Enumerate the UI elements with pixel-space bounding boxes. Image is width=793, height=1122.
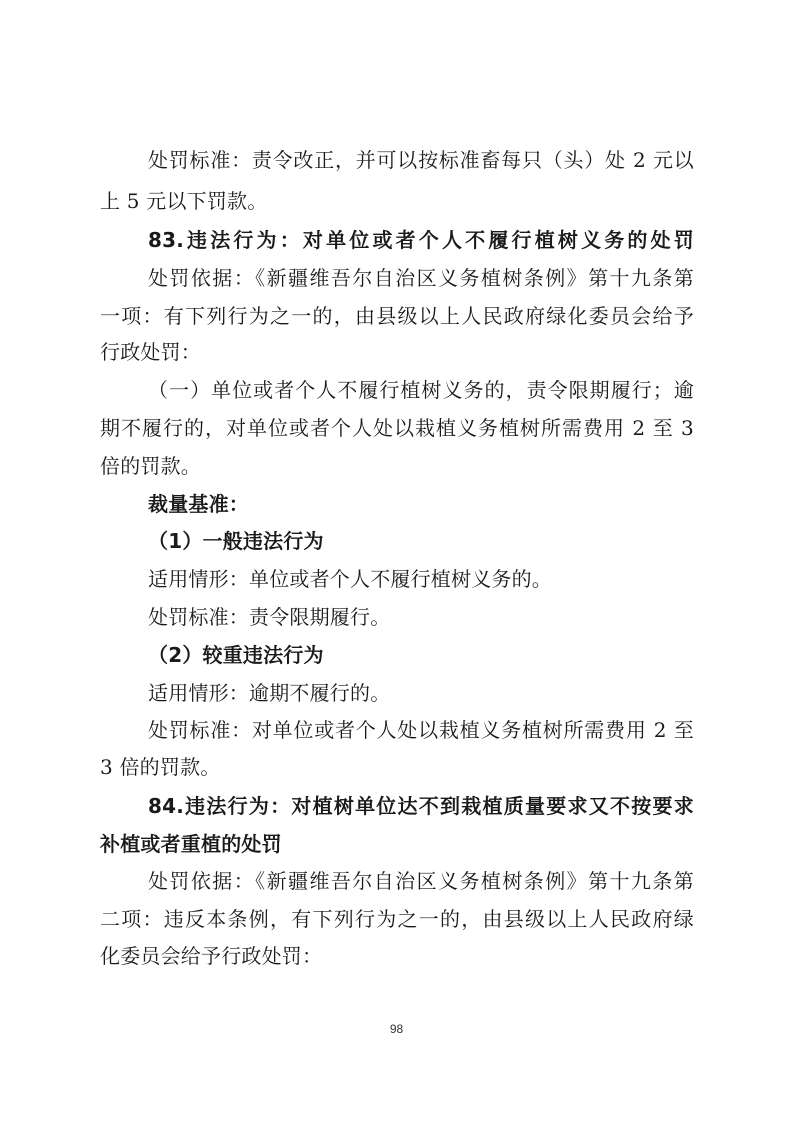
page-number: 98	[389, 1022, 404, 1036]
subheading-discretion: 裁量基准：	[148, 492, 249, 516]
text-line: 3 倍的罚款。	[100, 755, 221, 779]
text-line: 处罚标准：责令限期履行。	[148, 605, 391, 629]
subheading-general: （1）一般违法行为	[148, 529, 324, 553]
text-line: 期不履行的，对单位或者个人处以栽植义务植树所需费用 2 至 3	[100, 416, 694, 440]
section-heading-84-cont: 补植或者重植的处罚	[100, 832, 282, 856]
text-line: 处罚依据：《新疆维吾尔自治区义务植树条例》第十九条第	[148, 869, 694, 893]
text-line: 化委员会给予行政处罚：	[100, 944, 323, 968]
text-line: 二项：违反本条例，有下列行为之一的，由县级以上人民政府绿	[100, 907, 694, 931]
section-heading-83: 83.违法行为：对单位或者个人不履行植树义务的处罚	[148, 228, 694, 252]
text-line: （一）单位或者个人不履行植树义务的，责令限期履行；逾	[148, 378, 694, 402]
subheading-serious: （2）较重违法行为	[148, 643, 324, 667]
text-line: 适用情形：单位或者个人不履行植树义务的。	[148, 567, 552, 591]
text-line: 一项：有下列行为之一的，由县级以上人民政府绿化委员会给予	[100, 304, 694, 328]
text-line: 倍的罚款。	[100, 454, 201, 478]
text-line: 处罚标准：对单位或者个人处以栽植义务植树所需费用 2 至	[148, 718, 694, 742]
text-line: 适用情形：逾期不履行的。	[148, 681, 391, 705]
text-line: 处罚依据：《新疆维吾尔自治区义务植树条例》第十九条第	[148, 266, 694, 290]
text-line: 处罚标准：责令改正，并可以按标准畜每只（头）处 2 元以	[148, 148, 694, 172]
section-heading-84: 84.违法行为：对植树单位达不到栽植质量要求又不按要求	[148, 794, 694, 818]
text-line: 上 5 元以下罚款。	[100, 189, 268, 213]
text-line: 行政处罚：	[100, 340, 201, 364]
